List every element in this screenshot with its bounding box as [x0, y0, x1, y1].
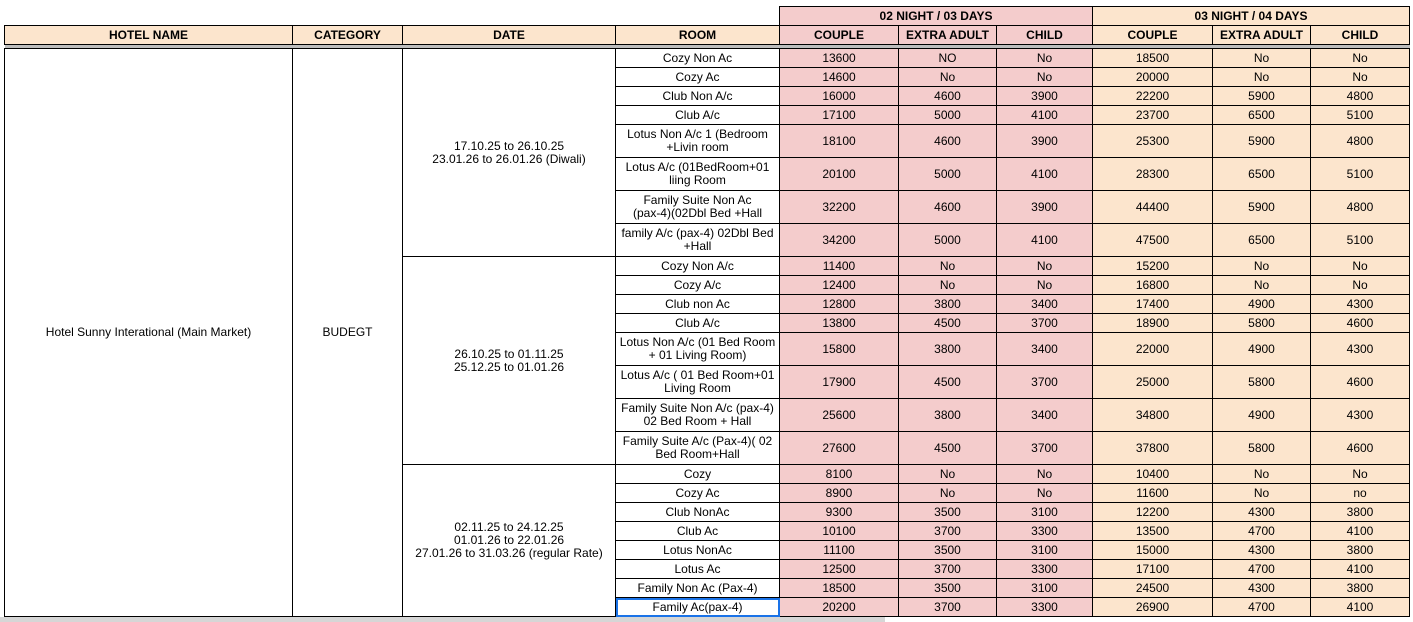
rate-cell-2n-extra-adult[interactable]: NO	[899, 49, 997, 68]
rate-cell-2n-couple[interactable]: 12400	[780, 276, 899, 295]
rate-cell-2n-couple[interactable]: 18500	[780, 579, 899, 598]
room-name-line: Lotus A/c ( 01 Bed Room+01	[620, 368, 775, 382]
rate-cell-2n-child[interactable]: 4100	[997, 224, 1093, 257]
rate-cell-2n-couple[interactable]: 12800	[780, 295, 899, 314]
room-name-line: (pax-4)(02Dbl Bed +Hall	[632, 206, 763, 220]
room-name-line: Lotus Ac	[674, 561, 721, 576]
rate-cell-2n-extra-adult[interactable]: No	[899, 68, 997, 87]
rate-cell-3n-extra-adult[interactable]: 4700	[1213, 598, 1311, 617]
rate-cell-3n-couple[interactable]: 44400	[1093, 191, 1213, 224]
rate-cell-3n-child[interactable]: 3800	[1311, 541, 1410, 560]
rate-cell-3n-child[interactable]: 4600	[1311, 432, 1410, 465]
rate-cell-3n-extra-adult[interactable]: No	[1213, 49, 1311, 68]
rate-cell-3n-child[interactable]: 4300	[1311, 295, 1410, 314]
rate-cell-2n-child[interactable]: 3300	[997, 560, 1093, 579]
rate-cell-2n-couple[interactable]: 16000	[780, 87, 899, 106]
rate-cell-2n-extra-adult[interactable]: 4600	[899, 191, 997, 224]
rate-cell-3n-child[interactable]: 4600	[1311, 366, 1410, 399]
rate-cell-2n-child[interactable]: No	[997, 68, 1093, 87]
col-hotel-name[interactable]: HOTEL NAME	[5, 26, 293, 45]
rate-cell-2n-child[interactable]: 3700	[997, 314, 1093, 333]
room-cell[interactable]	[616, 366, 780, 399]
rate-cell-2n-child[interactable]: 3300	[997, 598, 1093, 617]
rate-cell-2n-couple[interactable]: 17900	[780, 366, 899, 399]
rate-cell-2n-child[interactable]: 3900	[997, 191, 1093, 224]
rate-cell-3n-couple[interactable]: 22000	[1093, 333, 1213, 366]
rate-cell-2n-extra-adult[interactable]: 3500	[899, 541, 997, 560]
room-cell[interactable]	[616, 125, 780, 158]
rate-cell-3n-couple[interactable]: 18900	[1093, 314, 1213, 333]
room-cell[interactable]	[616, 579, 780, 598]
rate-cell-2n-extra-adult[interactable]: 5000	[899, 224, 997, 257]
rate-cell-2n-extra-adult[interactable]: 3800	[899, 399, 997, 432]
col-2n-child[interactable]: CHILD	[997, 26, 1093, 45]
room-name-line: Lotus NonAc	[663, 542, 732, 557]
room-cell[interactable]	[616, 598, 780, 617]
room-cell[interactable]	[616, 465, 780, 484]
col-2n-couple[interactable]: COUPLE	[780, 26, 899, 45]
rate-cell-2n-child[interactable]: No	[997, 484, 1093, 503]
room-cell[interactable]	[616, 106, 780, 125]
date-range-line: 02.11.25 to 24.12.25	[454, 520, 564, 534]
rate-cell-3n-extra-adult[interactable]: 5900	[1213, 191, 1311, 224]
rate-cell-3n-extra-adult[interactable]: 4900	[1213, 399, 1311, 432]
rate-cell-2n-couple[interactable]: 10100	[780, 522, 899, 541]
rate-cell-3n-extra-adult[interactable]: 4900	[1213, 295, 1311, 314]
rate-cell-3n-child[interactable]: 3800	[1311, 503, 1410, 522]
rate-cell-2n-couple[interactable]: 8900	[780, 484, 899, 503]
rate-cell-2n-extra-adult[interactable]: 3700	[899, 522, 997, 541]
rate-cell-3n-extra-adult[interactable]: No	[1213, 465, 1311, 484]
rate-cell-2n-couple[interactable]: 17100	[780, 106, 899, 125]
rate-cell-3n-extra-adult[interactable]: 6500	[1213, 158, 1311, 191]
date-range-line: 26.10.25 to 01.11.25	[454, 346, 564, 361]
room-name-line: Family Ac(pax-4)	[652, 599, 743, 614]
date-range-line: 27.01.26 to 31.03.26 (regular Rate)	[415, 546, 603, 560]
rate-cell-2n-child[interactable]: 3400	[997, 333, 1093, 366]
rate-cell-3n-couple[interactable]: 15000	[1093, 541, 1213, 560]
room-name-line: Family Non Ac (Pax-4)	[637, 580, 758, 595]
room-cell[interactable]	[616, 503, 780, 522]
room-cell[interactable]	[616, 191, 780, 224]
rate-cell-2n-child[interactable]: 3100	[997, 541, 1093, 560]
rate-cell-3n-couple[interactable]: 12200	[1093, 503, 1213, 522]
room-cell[interactable]	[616, 87, 780, 106]
room-name-line: Cozy Ac	[675, 69, 720, 84]
rate-cell-3n-child[interactable]: No	[1311, 465, 1410, 484]
room-cell[interactable]	[616, 333, 780, 366]
room-cell[interactable]	[616, 432, 780, 465]
rate-cell-3n-child[interactable]: 4600	[1311, 314, 1410, 333]
rate-cell-2n-couple[interactable]: 11100	[780, 541, 899, 560]
rate-cell-3n-couple[interactable]: 26900	[1093, 598, 1213, 617]
rate-cell-3n-couple[interactable]: 17100	[1093, 560, 1213, 579]
rate-cell-2n-extra-adult[interactable]: No	[899, 276, 997, 295]
room-name-line: Cozy Non A/c	[661, 258, 734, 273]
group-3n-header[interactable]: 03 NIGHT / 04 DAYS	[1093, 7, 1410, 26]
rate-cell-2n-child[interactable]: 3700	[997, 366, 1093, 399]
rate-cell-3n-couple[interactable]: 25300	[1093, 125, 1213, 158]
rate-cell-3n-child[interactable]: 4100	[1311, 522, 1410, 541]
rate-cell-2n-extra-adult[interactable]: 3700	[899, 598, 997, 617]
rate-cell-2n-child[interactable]: 4100	[997, 106, 1093, 125]
rate-cell-3n-extra-adult[interactable]: 4900	[1213, 333, 1311, 366]
date-range-line: 25.12.25 to 01.01.26	[453, 359, 565, 374]
col-3n-child[interactable]: CHILD	[1311, 26, 1410, 45]
rate-cell-3n-child[interactable]: 4800	[1311, 191, 1410, 224]
rate-cell-3n-couple[interactable]: 34800	[1093, 399, 1213, 432]
rate-cell-2n-extra-adult[interactable]: 3500	[899, 579, 997, 598]
rate-cell-3n-child[interactable]: 4100	[1311, 560, 1410, 579]
rate-body	[5, 49, 1410, 617]
rate-cell-2n-couple[interactable]: 13600	[780, 49, 899, 68]
rate-cell-3n-couple[interactable]: 17400	[1093, 295, 1213, 314]
rate-cell-2n-couple[interactable]: 14600	[780, 68, 899, 87]
rate-cell-3n-couple[interactable]: 23700	[1093, 106, 1213, 125]
category-cell[interactable]: BUDEGT	[293, 49, 403, 617]
rate-cell-3n-child[interactable]: No	[1311, 257, 1410, 276]
rate-cell-3n-couple[interactable]: 22200	[1093, 87, 1213, 106]
room-name-line: + 01 Living Room)	[648, 348, 747, 362]
rate-cell-3n-couple[interactable]: 28300	[1093, 158, 1213, 191]
room-name-line: Lotus Non A/c 1 (Bedroom	[627, 127, 768, 141]
rate-cell-3n-couple[interactable]: 16800	[1093, 276, 1213, 295]
rate-cell-2n-child[interactable]: 3900	[997, 87, 1093, 106]
room-name-line: Lotus Non A/c (01 Bed Room	[619, 335, 776, 349]
room-name-line: Club NonAc	[665, 504, 730, 519]
room-cell[interactable]	[616, 158, 780, 191]
rate-cell-2n-extra-adult[interactable]: 3700	[899, 560, 997, 579]
room-cell[interactable]	[616, 541, 780, 560]
rate-cell-3n-extra-adult[interactable]: 4700	[1213, 560, 1311, 579]
rate-cell-2n-couple[interactable]: 20200	[780, 598, 899, 617]
room-cell[interactable]	[616, 522, 780, 541]
rate-cell-3n-extra-adult[interactable]: 6500	[1213, 224, 1311, 257]
rate-cell-3n-couple[interactable]: 13500	[1093, 522, 1213, 541]
rate-cell-2n-couple[interactable]: 15800	[780, 333, 899, 366]
room-name-line: Cozy A/c	[673, 277, 722, 292]
rate-cell-3n-child[interactable]: 5100	[1311, 224, 1410, 257]
rate-cell-3n-extra-adult[interactable]: 5900	[1213, 125, 1311, 158]
date-range-cell[interactable]	[403, 49, 616, 257]
rate-cell-3n-couple[interactable]: 15200	[1093, 257, 1213, 276]
room-cell[interactable]	[616, 68, 780, 87]
room-name-line: Cozy Ac	[675, 485, 720, 500]
rate-cell-2n-couple[interactable]: 27600	[780, 432, 899, 465]
rate-cell-2n-extra-adult[interactable]: 4600	[899, 125, 997, 158]
rate-cell-2n-child[interactable]: 3300	[997, 522, 1093, 541]
room-name-line: Living Room	[664, 381, 731, 395]
rate-cell-3n-extra-adult[interactable]: 4700	[1213, 522, 1311, 541]
room-cell[interactable]	[616, 276, 780, 295]
rate-cell-3n-couple[interactable]: 25000	[1093, 366, 1213, 399]
rate-cell-2n-extra-adult[interactable]: 5000	[899, 158, 997, 191]
room-cell[interactable]	[616, 224, 780, 257]
room-name-line: Club non Ac	[665, 296, 730, 311]
rate-cell-3n-couple[interactable]: 18500	[1093, 49, 1213, 68]
rate-cell-2n-extra-adult[interactable]: No	[899, 484, 997, 503]
room-name-line: Club A/c	[675, 315, 720, 330]
rate-cell-3n-extra-adult[interactable]: 5900	[1213, 87, 1311, 106]
rate-cell-3n-child[interactable]: 3800	[1311, 579, 1410, 598]
date-range-line: 01.01.26 to 22.01.26	[453, 533, 565, 547]
column-header-row	[5, 26, 1410, 45]
rate-cell-3n-extra-adult[interactable]: 6500	[1213, 106, 1311, 125]
rate-cell-3n-couple[interactable]: 24500	[1093, 579, 1213, 598]
rate-cell-2n-extra-adult[interactable]: No	[899, 465, 997, 484]
room-cell[interactable]	[616, 314, 780, 333]
rate-cell-3n-extra-adult[interactable]: 4300	[1213, 541, 1311, 560]
rate-cell-2n-extra-adult[interactable]: 4500	[899, 366, 997, 399]
room-cell[interactable]	[616, 49, 780, 68]
rate-cell-2n-extra-adult[interactable]: 4500	[899, 432, 997, 465]
rate-cell-2n-child[interactable]: 3900	[997, 125, 1093, 158]
rate-cell-2n-couple[interactable]: 18100	[780, 125, 899, 158]
room-cell[interactable]	[616, 484, 780, 503]
room-cell[interactable]	[616, 257, 780, 276]
room-name-line: Club A/c	[675, 107, 720, 122]
rate-cell-2n-extra-adult[interactable]: 5000	[899, 106, 997, 125]
rate-cell-2n-extra-adult[interactable]: 3800	[899, 295, 997, 314]
rate-cell-3n-couple[interactable]: 20000	[1093, 68, 1213, 87]
rate-cell-2n-child[interactable]: 3400	[997, 399, 1093, 432]
rate-cell-3n-extra-adult[interactable]: 5800	[1213, 432, 1311, 465]
hotel-name-cell[interactable]: Hotel Sunny Interational (Main Market)	[5, 49, 293, 617]
col-date[interactable]: DATE	[403, 26, 616, 45]
rate-cell-2n-child[interactable]: No	[997, 257, 1093, 276]
room-name-line: Lotus A/c (01BedRoom+01	[625, 160, 770, 174]
room-name-line: liing Room	[669, 173, 726, 187]
room-cell[interactable]	[616, 295, 780, 314]
room-name-line: +Hall	[683, 239, 712, 253]
date-range-cell[interactable]	[403, 257, 616, 465]
rate-cell-3n-child[interactable]: 4100	[1311, 598, 1410, 617]
date-range-line: 17.10.25 to 26.10.25	[453, 138, 565, 153]
rate-cell-2n-couple[interactable]: 8100	[780, 465, 899, 484]
rate-cell-2n-couple[interactable]: 20100	[780, 158, 899, 191]
rate-cell-2n-couple[interactable]: 12500	[780, 560, 899, 579]
col-room[interactable]: ROOM	[616, 26, 780, 45]
date-range-line: 23.01.26 to 26.01.26 (Diwali)	[432, 151, 586, 166]
rate-cell-2n-child[interactable]: 3100	[997, 503, 1093, 522]
rate-cell-2n-couple[interactable]: 32200	[780, 191, 899, 224]
rate-cell-3n-child[interactable]: 5100	[1311, 158, 1410, 191]
room-cell[interactable]	[616, 399, 780, 432]
horizontal-scrollbar[interactable]	[0, 617, 885, 622]
rate-cell-2n-child[interactable]: No	[997, 465, 1093, 484]
room-name-line: 02 Bed Room + Hall	[643, 414, 752, 428]
room-name-line: +Livin room	[666, 140, 729, 154]
rate-cell-3n-child[interactable]: 4800	[1311, 125, 1410, 158]
rate-cell-3n-couple[interactable]: 37800	[1093, 432, 1213, 465]
rate-cell-3n-extra-adult[interactable]: 5800	[1213, 314, 1311, 333]
rate-cell-3n-child[interactable]: 4300	[1311, 399, 1410, 432]
rate-cell-2n-extra-adult[interactable]: 3500	[899, 503, 997, 522]
room-name-line: Club Non A/c	[662, 88, 733, 103]
rate-cell-3n-child[interactable]: No	[1311, 49, 1410, 68]
rate-sheet	[4, 6, 1410, 617]
table-row	[5, 49, 1410, 68]
rate-cell-2n-child[interactable]: No	[997, 276, 1093, 295]
rate-cell-3n-child[interactable]: 4300	[1311, 333, 1410, 366]
date-range-cell[interactable]	[403, 465, 616, 617]
rate-cell-3n-child[interactable]: no	[1311, 484, 1410, 503]
group-2n-header[interactable]: 02 NIGHT / 03 DAYS	[780, 7, 1093, 26]
room-name-line: family A/c (pax-4) 02Dbl Bed	[621, 226, 774, 240]
rate-cell-3n-couple[interactable]: 10400	[1093, 465, 1213, 484]
rate-cell-2n-couple[interactable]: 34200	[780, 224, 899, 257]
room-name-line: Cozy	[683, 466, 712, 481]
room-name-line: Family Suite A/c (Pax-4)( 02	[622, 434, 773, 448]
rate-cell-3n-couple[interactable]: 47500	[1093, 224, 1213, 257]
rate-cell-3n-extra-adult[interactable]: 4300	[1213, 579, 1311, 598]
room-cell[interactable]	[616, 560, 780, 579]
rate-cell-2n-child[interactable]: 3700	[997, 432, 1093, 465]
rate-cell-3n-child[interactable]: No	[1311, 276, 1410, 295]
rate-cell-2n-child[interactable]: 4100	[997, 158, 1093, 191]
rate-cell-2n-extra-adult[interactable]: 3800	[899, 333, 997, 366]
rate-cell-3n-child[interactable]: 5100	[1311, 106, 1410, 125]
rate-table	[4, 6, 1410, 617]
rate-cell-2n-extra-adult[interactable]: 4500	[899, 314, 997, 333]
rate-cell-2n-child[interactable]: No	[997, 49, 1093, 68]
rate-cell-2n-couple[interactable]: 13800	[780, 314, 899, 333]
col-3n-extra-adult[interactable]: EXTRA ADULT	[1213, 26, 1311, 45]
col-2n-extra-adult[interactable]: EXTRA ADULT	[899, 26, 997, 45]
blank-header-cell	[5, 7, 780, 26]
room-name-line: Family Suite Non A/c (pax-4)	[621, 401, 774, 415]
rate-cell-3n-extra-adult[interactable]: 4300	[1213, 503, 1311, 522]
rate-cell-3n-child[interactable]: 4800	[1311, 87, 1410, 106]
rate-cell-2n-couple[interactable]: 25600	[780, 399, 899, 432]
room-name-line: Bed Room+Hall	[655, 447, 740, 461]
room-name-line: Club Ac	[676, 523, 719, 538]
room-name-line: Cozy Non Ac	[662, 50, 733, 65]
rate-cell-2n-couple[interactable]: 9300	[780, 503, 899, 522]
rate-cell-2n-couple[interactable]: 11400	[780, 257, 899, 276]
col-category[interactable]: CATEGORY	[293, 26, 403, 45]
room-name-line: Family Suite Non Ac	[643, 193, 752, 207]
col-3n-couple[interactable]: COUPLE	[1093, 26, 1213, 45]
rate-cell-3n-extra-adult[interactable]: 5800	[1213, 366, 1311, 399]
rate-cell-2n-child[interactable]: 3100	[997, 579, 1093, 598]
rate-cell-2n-extra-adult[interactable]: 4600	[899, 87, 997, 106]
rate-cell-2n-extra-adult[interactable]: No	[899, 257, 997, 276]
rate-cell-3n-extra-adult[interactable]: No	[1213, 257, 1311, 276]
group-header-row	[5, 7, 1410, 26]
rate-cell-2n-child[interactable]: 3400	[997, 295, 1093, 314]
rate-cell-3n-couple[interactable]: 11600	[1093, 484, 1213, 503]
rate-cell-3n-extra-adult[interactable]: No	[1213, 276, 1311, 295]
rate-cell-3n-child[interactable]: No	[1311, 68, 1410, 87]
rate-cell-3n-extra-adult[interactable]: No	[1213, 68, 1311, 87]
rate-cell-3n-extra-adult[interactable]: No	[1213, 484, 1311, 503]
